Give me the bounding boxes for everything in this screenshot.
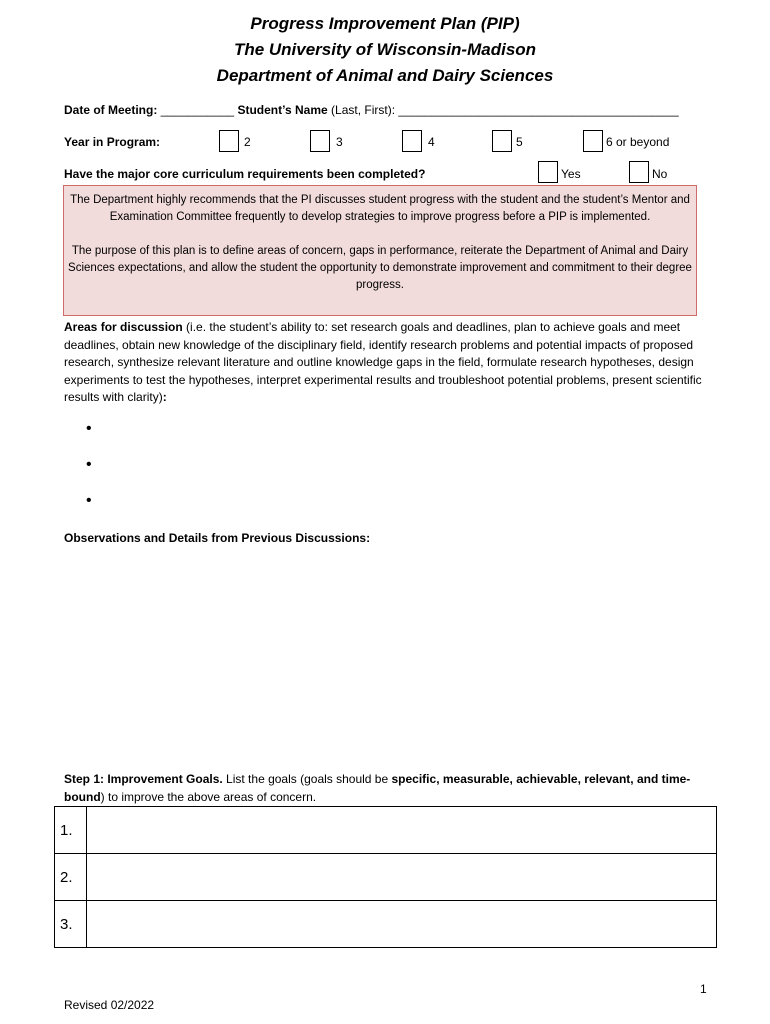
step-1-text-end: ) to improve the above areas of concern.	[100, 789, 317, 804]
goals-table	[54, 806, 717, 948]
year-2-label: 2	[244, 135, 251, 149]
goal-number: 3.	[55, 901, 87, 948]
table-row	[55, 807, 717, 854]
document-title: Progress Improvement Plan (PIP)	[250, 14, 520, 33]
year-2-checkbox[interactable]	[219, 130, 239, 152]
goal-input-3[interactable]	[87, 901, 717, 948]
discussion-bullet-1: •	[86, 420, 92, 437]
student-name-hint: (Last, First):	[331, 103, 396, 117]
department-name: Department of Animal and Dairy Sciences	[216, 66, 554, 85]
core-yes-label: Yes	[561, 167, 581, 181]
step-1-emphasis: specific, measurable, achievable, relevant, and time-bound	[64, 772, 691, 804]
year-6-label: 6 or beyond	[606, 135, 670, 149]
recommendation-notice	[63, 185, 697, 316]
table-row	[55, 854, 717, 901]
year-4-checkbox[interactable]	[402, 130, 422, 152]
core-question: Have the major core curriculum requirements been completed?	[64, 167, 426, 181]
areas-text: (i.e. the student’s ability to: set research goals and deadlines, plan to achieve goals and meet deadlines, obtain new knowledge of the disciplinary field, identify research problems and potential impacts of proposed research, synthesize relevant literature and outline knowledge gaps in the field, formulate research hypotheses, design experiments to test the hypotheses, interpret experimental results and troubleshoot potential problems, present scientific results with clarity)	[64, 320, 702, 404]
year-5-checkbox[interactable]	[492, 130, 512, 152]
discussion-bullet-2: •	[86, 456, 92, 473]
table-row	[55, 901, 717, 948]
step-1-text: List the goals (goals should be	[222, 772, 392, 786]
revision-date: Revised 02/2022	[64, 998, 155, 1012]
observations-label: Observations and Details from Previous Discussions:	[64, 531, 371, 545]
year-3-label: 3	[336, 135, 343, 149]
year-6-checkbox[interactable]	[583, 130, 603, 152]
student-name-label: Student’s Name	[237, 103, 328, 117]
date-field[interactable]: ___________	[160, 103, 235, 117]
notice-paragraph-1: The Department highly recommends that the PI discusses student progress with the student and the student’s Mentor and Examination Committee frequently to develop strategies to improve progress before a PIP is implemented.	[70, 194, 690, 223]
year-4-label: 4	[428, 135, 435, 149]
core-no-checkbox[interactable]	[629, 161, 649, 183]
areas-label: Areas for discussion	[64, 320, 183, 334]
core-yes-checkbox[interactable]	[538, 161, 558, 183]
goal-number: 2.	[55, 854, 87, 901]
meeting-line	[64, 103, 679, 117]
goal-number: 1.	[55, 807, 87, 854]
areas-for-discussion	[64, 319, 709, 407]
goal-input-2[interactable]	[87, 854, 717, 901]
core-no-label: No	[652, 167, 668, 181]
year-3-checkbox[interactable]	[310, 130, 330, 152]
date-label: Date of Meeting:	[64, 103, 158, 117]
step-1-instructions	[64, 771, 714, 806]
discussion-bullet-3: •	[86, 492, 92, 509]
student-name-field[interactable]: __________________________________________	[398, 103, 679, 117]
step-1-label: Step 1: Improvement Goals.	[64, 772, 223, 786]
areas-colon: :	[162, 390, 167, 404]
notice-paragraph-2: The purpose of this plan is to define areas of concern, gaps in performance, reiterate the Department of Animal and Dairy Sciences expectations, and allow the student the opportunity to demonstrate improvement and commitment to their degree progress.	[68, 245, 692, 291]
page-number: 1	[700, 982, 707, 996]
goal-input-1[interactable]	[87, 807, 717, 854]
year-5-label: 5	[516, 135, 523, 149]
year-label: Year in Program:	[64, 135, 161, 149]
university-name: The University of Wisconsin-Madison	[233, 40, 537, 59]
